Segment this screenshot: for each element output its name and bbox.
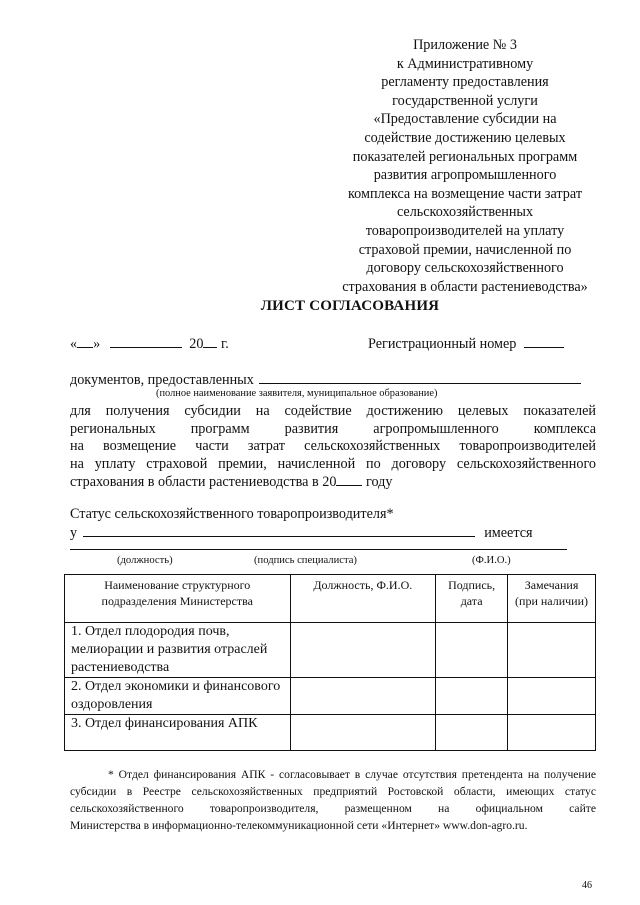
year-prefix: 20 [189, 336, 204, 352]
applicant-blank [259, 370, 581, 384]
footnote-line: Министерства в информационно-телекоммуникационной сети «Интернет» www.don-agro.ru. [70, 819, 528, 832]
remarks-cell [508, 678, 596, 715]
purpose-last-suffix: году [362, 474, 393, 490]
signature-date-cell [436, 678, 508, 715]
documents-field [70, 370, 581, 389]
table-header-row [65, 575, 596, 623]
approval-table [64, 574, 596, 751]
month-blank [110, 334, 182, 348]
purpose-last-line [70, 472, 392, 491]
status-field [70, 523, 533, 542]
day-blank [77, 334, 93, 348]
appendix-line: товаропроизводителей на уплату [365, 222, 565, 239]
date-open-quote: « [70, 336, 78, 352]
date-close-quote: » [93, 336, 101, 352]
signature-date-cell [436, 623, 508, 678]
appendix-line: Приложение № 3 [413, 37, 517, 53]
appendix-line: содействие достижению целевых [364, 129, 566, 146]
appendix-line: страховой премии, начисленной по [358, 241, 572, 258]
registration-label: Регистрационный номер [368, 336, 517, 352]
signature-caption: (подпись специалиста) [254, 555, 357, 566]
header-remarks: Замечания (при наличии) [508, 575, 596, 623]
registration-number-field [368, 334, 564, 353]
table-row [65, 715, 596, 751]
position-name-cell [290, 715, 436, 751]
applicant-caption: (полное наименование заявителя, муниципальное образование) [156, 388, 438, 399]
footnote-line: субсидии в Реестре сельскохозяйственных предприятий Ростовской области, имеющих статус [70, 785, 596, 798]
header-department: Наименование структурного подразделения Министерства [65, 575, 291, 623]
date-field [70, 334, 229, 353]
appendix-line: страхования в области растениеводства» [342, 278, 588, 295]
page-number: 46 [582, 880, 592, 891]
registration-blank [524, 334, 564, 348]
appendix-line: договору сельскохозяйственного [366, 260, 564, 277]
appendix-line: развития агропромышленного [373, 167, 557, 184]
appendix-line: к Административному [396, 55, 534, 72]
appendix-line: показателей региональных программ [352, 148, 578, 165]
purpose-line: на уплату страховой премии, начисленной по договору сельскохозяйственного [70, 456, 596, 472]
purpose-line: для получения субсидии на содействие достижению целевых показателей [70, 403, 596, 419]
header-signature-date: Подпись, дата [436, 575, 508, 623]
department-cell: 3. Отдел финансирования АПК [65, 715, 291, 751]
department-cell: 2. Отдел экономики и финансового оздоровления [65, 678, 291, 715]
signature-date-cell [436, 715, 508, 751]
table-row [65, 678, 596, 715]
year-blank-2 [336, 472, 362, 486]
status-blank [83, 523, 475, 537]
footnote-line: * Отдел финансирования АПК - согласовывает в случае отсутствия претендента на получение [108, 768, 596, 781]
appendix-line: сельскохозяйственных [396, 204, 534, 221]
position-name-cell [290, 623, 436, 678]
purpose-line: региональных программ развития агропромышленного комплекса [70, 421, 596, 437]
appendix-line: комплекса на возмещение части затрат [347, 185, 583, 202]
name-caption: (Ф.И.О.) [472, 555, 511, 566]
remarks-cell [508, 715, 596, 751]
appendix-line: «Предоставление субсидии на [373, 111, 557, 128]
status-suffix: имеется [484, 525, 533, 541]
remarks-cell [508, 623, 596, 678]
year-suffix: г. [217, 336, 229, 352]
appendix-header [318, 36, 612, 296]
year-blank [203, 334, 217, 348]
footnote-line: сельскохозяйственного товаропроизводителя, размещенном на официальном сайте [70, 802, 596, 815]
purpose-last-prefix: страхования в области растениеводства в 20 [70, 474, 337, 490]
status-label: Статус сельскохозяйственного товаропроизводителя* [70, 506, 394, 522]
footnote [70, 766, 596, 834]
appendix-line: государственной услуги [392, 92, 538, 109]
department-cell: 1. Отдел плодородия почв, мелиорации и развития отраслей растениеводства [65, 623, 291, 678]
status-prefix: у [70, 525, 78, 541]
page-title: ЛИСТ СОГЛАСОВАНИЯ [260, 298, 440, 314]
position-name-cell [290, 678, 436, 715]
purpose-line: на возмещение части затрат сельскохозяйственных товаропроизводителей [70, 438, 596, 454]
signature-line [70, 549, 567, 550]
appendix-line: регламенту предоставления [381, 74, 549, 91]
position-caption: (должность) [117, 555, 173, 566]
table-row [65, 623, 596, 678]
documents-label: документов, предоставленных [70, 372, 254, 388]
header-position-name: Должность, Ф.И.О. [290, 575, 436, 623]
